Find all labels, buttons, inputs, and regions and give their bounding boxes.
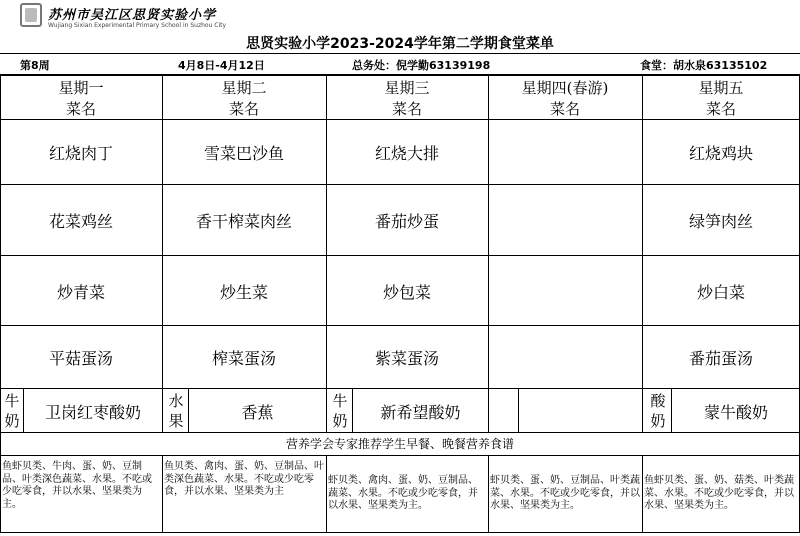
grid-line (0, 532, 800, 533)
nutrition-note: 鱼虾贝类、牛肉、蛋、奶、豆制品、叶类深色蔬菜、水果。不吃或少吃零食，并以水果、坚果类为主。 (2, 461, 152, 510)
dish-cell: 香干榨菜肉丝 (195, 211, 292, 231)
dish-cell: 红烧肉丁 (48, 143, 113, 163)
day-header: 星期五 (698, 78, 744, 97)
nutrition-title: 营养学会专家推荐学生早餐、晚餐营养食谱 (285, 436, 514, 451)
dish-header: 菜名 (705, 99, 736, 118)
dish-cell (488, 120, 642, 184)
canteen-contact: 食堂：胡水泉63135102 (640, 59, 768, 72)
extra-label: 牛奶 (332, 392, 348, 430)
nutrition-note: 虾贝类、蛋、奶、豆制品、叶类蔬菜、水果。不吃或少吃零食，并以水果、坚果类为主。 (490, 475, 640, 511)
grid-line (352, 388, 353, 432)
dish-cell: 番茄炒蛋 (374, 211, 439, 231)
dish-header: 菜名 (228, 99, 259, 118)
dish-header: 菜名 (391, 99, 422, 118)
grid-line (0, 74, 800, 76)
dish-cell (488, 184, 642, 256)
dish-cell: 红烧鸡块 (688, 143, 753, 163)
grid-line (0, 184, 800, 185)
grid-line (671, 388, 672, 432)
day-header: 星期三 (384, 78, 430, 97)
nutrition-note: 虾贝类、禽肉、蛋、奶、豆制品、蔬菜、水果。不吃或少吃零食，并以水果、坚果类为主。 (328, 475, 478, 511)
nutrition-note: 鱼贝类、禽肉、蛋、奶、豆制品、叶类深色蔬菜、水果。不吃或少吃零食，并以水果、坚果类为主 (164, 461, 324, 497)
grid-line (326, 455, 327, 532)
extra-item: 香蕉 (241, 402, 274, 422)
grid-line (0, 74, 1, 532)
school-name-en: Wujiang Sixian Experimental Primary School in Suzhou City (48, 22, 227, 29)
grid-line (326, 74, 327, 432)
dish-cell: 绿笋肉丝 (688, 211, 753, 231)
extra-label: 牛奶 (4, 392, 20, 430)
week-label: 第8周 (20, 59, 50, 72)
grid-line (162, 74, 163, 432)
grid-line (488, 74, 489, 432)
day-header: 星期二 (221, 78, 267, 97)
extra-label (490, 390, 512, 432)
grid-line (0, 455, 800, 456)
grid-line (0, 432, 800, 433)
dish-cell: 雪菜巴沙鱼 (203, 143, 284, 163)
school-name: 苏州市吴江区思贤实验小学 (48, 8, 217, 23)
extra-item (520, 390, 642, 432)
dish-cell: 花菜鸡丝 (48, 211, 113, 231)
dish-cell: 紫菜蛋汤 (374, 348, 439, 368)
dish-cell: 红烧大排 (374, 143, 439, 163)
day-header: 星期一 (58, 78, 104, 97)
grid-line (0, 255, 800, 256)
dish-cell: 炒包菜 (382, 282, 431, 302)
dish-cell: 平菇蛋汤 (48, 348, 113, 368)
dish-cell (488, 326, 642, 388)
dish-cell: 番茄蛋汤 (688, 348, 753, 368)
dish-header: 菜名 (65, 99, 96, 118)
page-title: 思贤实验小学2023-2024学年第二学期食堂菜单 (246, 36, 554, 52)
dish-header: 菜名 (549, 99, 580, 118)
dish-cell: 炒白菜 (696, 282, 745, 302)
grid-line (162, 455, 163, 532)
extra-label: 水果 (168, 392, 184, 430)
grid-line (518, 388, 519, 432)
nutrition-note: 鱼虾贝类、蛋、奶、菇类、叶类蔬菜、水果。不吃或少吃零食，并以水果、坚果类为主。 (644, 475, 794, 511)
grid-line (642, 455, 643, 532)
grid-line (0, 388, 800, 389)
day-header: 星期四(春游) (521, 78, 609, 97)
dish-cell (488, 256, 642, 326)
dish-cell: 榨菜蛋汤 (211, 348, 276, 368)
grid-line (188, 388, 189, 432)
grid-line (0, 53, 800, 54)
grid-line (488, 455, 489, 532)
extra-item: 新希望酸奶 (380, 402, 461, 422)
grid-line (642, 74, 643, 432)
school-logo-icon (20, 3, 42, 27)
dish-cell: 炒青菜 (56, 282, 105, 302)
extra-item: 卫岗红枣酸奶 (44, 402, 141, 422)
date-range: 4月8日-4月12日 (178, 59, 265, 72)
grid-line (23, 388, 24, 432)
grid-line (0, 325, 800, 326)
extra-item: 蒙牛酸奶 (703, 402, 768, 422)
dish-cell: 炒生菜 (219, 282, 268, 302)
general-affairs-contact: 总务处：倪学勤63139198 (352, 59, 491, 72)
extra-label: 酸奶 (650, 392, 666, 430)
grid-line (0, 119, 800, 120)
